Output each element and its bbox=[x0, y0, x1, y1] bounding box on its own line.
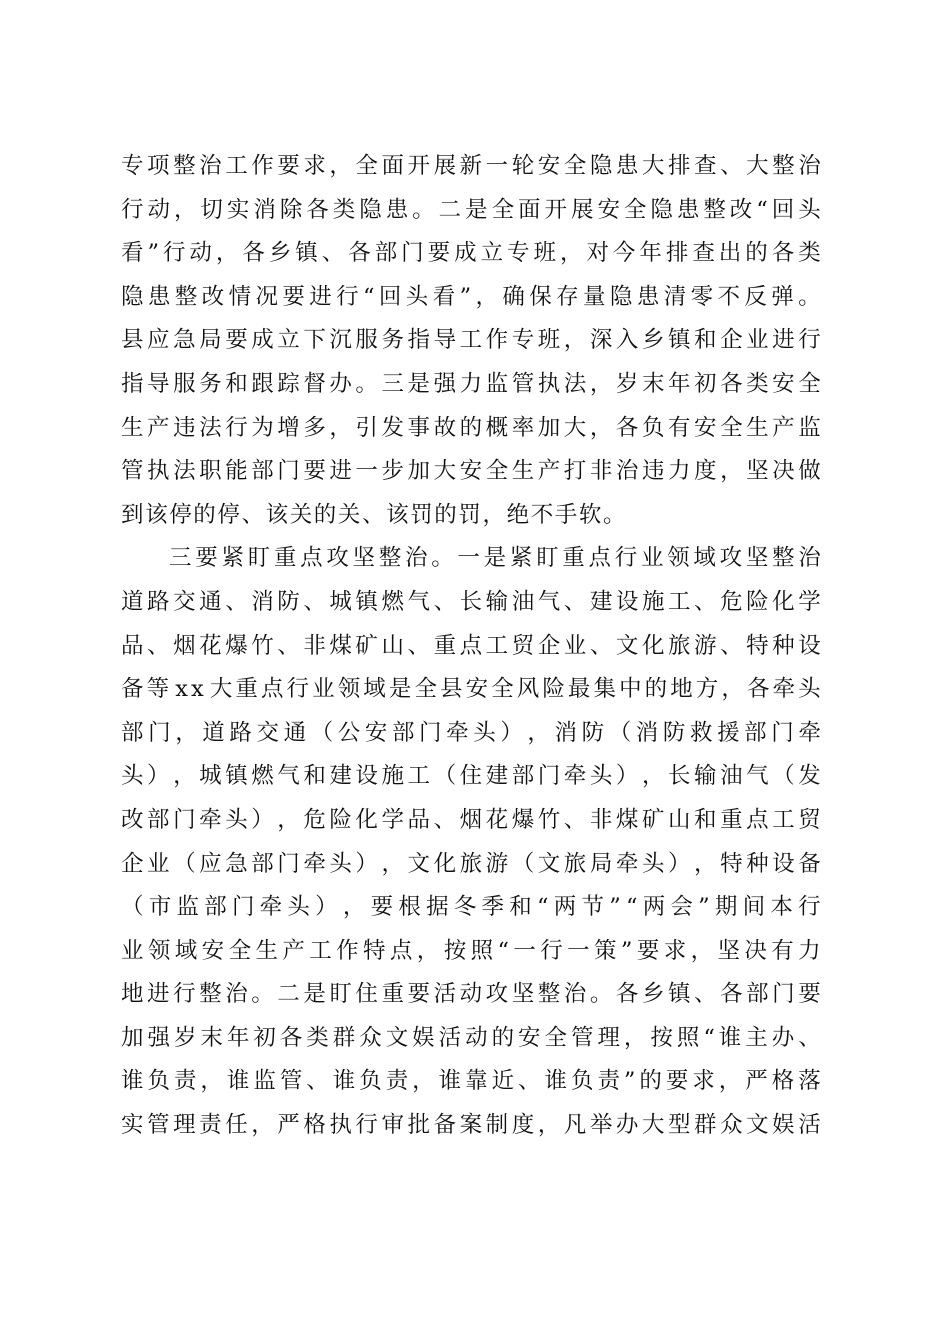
text-line: 备 等 x x 大 重 点 行 业 领 域 是 全 县 安 全 风 险 最 集 中 的 地 方 ， 各 牵 头 bbox=[121, 676, 821, 703]
text-line: 加 强 岁 末 年 初 各 类 群 众 文 娱 活 动 的 安 全 管 理 ， 按 照 “ 谁 主 办 、 bbox=[121, 1024, 821, 1051]
paragraph-2 bbox=[121, 537, 821, 1147]
text-line: 谁 负 责 ， 谁 监 管 、 谁 负 责 ， 谁 靠 近 、 谁 负 责 ” 的 要 求 ， 严 格 落 bbox=[121, 1068, 821, 1095]
text-line: 指 导 服 务 和 跟 踪 督 办 。 三 是 强 力 监 管 执 法 ， 岁 末 年 初 各 类 安 全 bbox=[121, 370, 821, 397]
text-line: 企 业 （ 应 急 部 门 牵 头 ） ， 文 化 旅 游 （ 文 旅 局 牵 头 ） ， 特 种 设 备 bbox=[121, 850, 821, 877]
document-body bbox=[121, 145, 821, 1148]
text-line: 道 路 交 通 、 消 防 、 城 镇 燃 气 、 长 输 油 气 、 建 设 施 工 、 危 险 化 学 bbox=[121, 588, 821, 615]
text-line: 头 ） ， 城 镇 燃 气 和 建 设 施 工 （ 住 建 部 门 牵 头 ） ， 长 输 油 气 （ 发 bbox=[121, 763, 821, 790]
text-line: 生 产 违 法 行 为 增 多 ， 引 发 事 故 的 概 率 加 大 ， 各 负 有 安 全 生 产 监 bbox=[121, 414, 821, 441]
text-line: 改 部 门 牵 头 ） ， 危 险 化 学 品 、 烟 花 爆 竹 、 非 煤 矿 山 和 重 点 工 贸 bbox=[121, 806, 821, 833]
text-line: 专 项 整 治 工 作 要 求 ， 全 面 开 展 新 一 轮 安 全 隐 患 大 排 查 、 大 整 治 bbox=[121, 153, 821, 179]
text-line: 业 领 域 安 全 生 产 工 作 特 点 ， 按 照 “ 一 行 一 策 ” 要 求 ， 坚 决 有 力 bbox=[121, 937, 821, 964]
text-line: （ 市 监 部 门 牵 头 ） ， 要 根 据 冬 季 和 “ 两 节 ” “ 两 会 ” 期 间 本 行 bbox=[121, 894, 821, 921]
text-line: 实 管 理 责 任 ， 严 格 执 行 审 批 备 案 制 度 ， 凡 举 办 大 型 群 众 文 娱 活 bbox=[121, 1112, 821, 1139]
text-line: 三 要 紧 盯 重 点 攻 坚 整 治 。 一 是 紧 盯 重 点 行 业 领 域 攻 坚 整 治 bbox=[169, 545, 821, 572]
text-line: 县 应 急 局 要 成 立 下 沉 服 务 指 导 工 作 专 班 ， 深 入 乡 镇 和 企 业 进 行 bbox=[121, 327, 821, 354]
paragraph-1 bbox=[121, 145, 821, 537]
text-line: 品 、 烟 花 爆 竹 、 非 煤 矿 山 、 重 点 工 贸 企 业 、 文 化 旅 游 、 特 种 设 bbox=[121, 632, 821, 659]
text-line: 到该停的停、该关的关、该罚的罚，绝不手软。 bbox=[121, 501, 628, 528]
text-line: 行 动 ， 切 实 消 除 各 类 隐 患 。 二 是 全 面 开 展 安 全 隐 患 整 改 “ 回 头 bbox=[121, 196, 821, 223]
text-line: 看 ” 行 动 ， 各 乡 镇 、 各 部 门 要 成 立 专 班 ， 对 今 年 排 查 出 的 各 类 bbox=[121, 240, 821, 267]
text-line: 隐 患 整 改 情 况 要 进 行 “ 回 头 看 ” ， 确 保 存 量 隐 患 清 零 不 反 弹 。 bbox=[121, 283, 821, 310]
text-line: 部 门 ， 道 路 交 通 （ 公 安 部 门 牵 头 ） ， 消 防 （ 消 防 救 援 部 门 牵 bbox=[121, 719, 821, 746]
text-line: 管 执 法 职 能 部 门 要 进 一 步 加 大 安 全 生 产 打 非 治 违 力 度 ， 坚 决 做 bbox=[121, 458, 821, 485]
text-line: 地 进 行 整 治 。 二 是 盯 住 重 要 活 动 攻 坚 整 治 。 各 乡 镇 、 各 部 门 要 bbox=[121, 981, 821, 1008]
